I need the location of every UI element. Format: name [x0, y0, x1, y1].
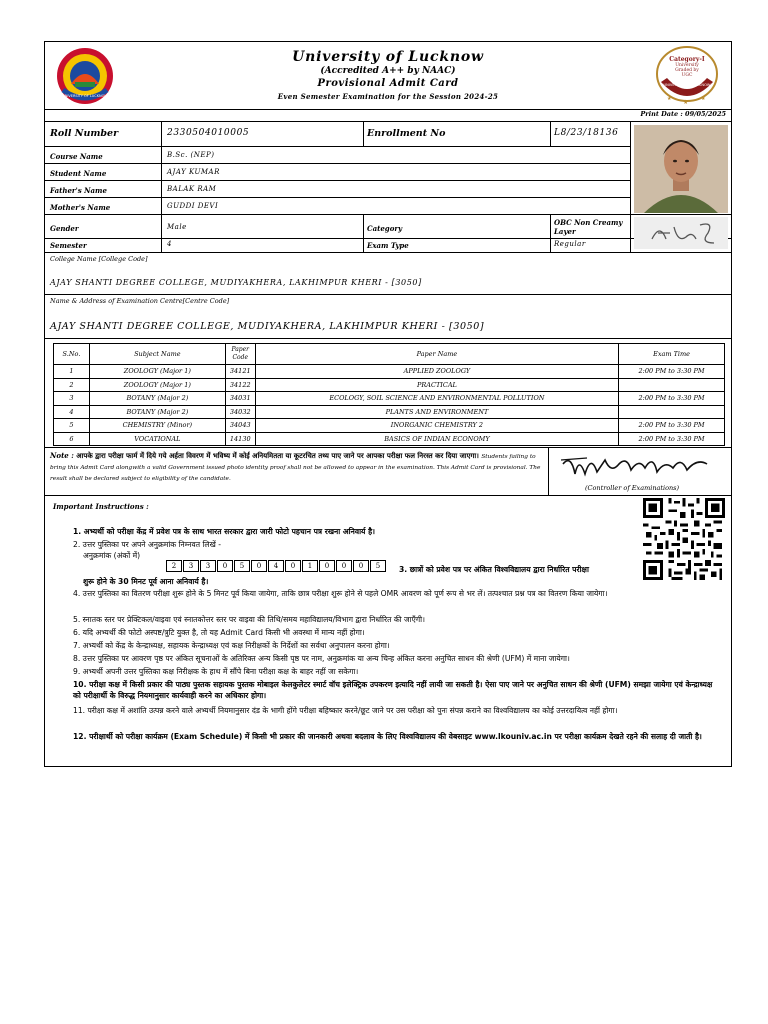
cell-code: 34043: [225, 419, 255, 433]
instruction-9: 9. अभ्यर्थी अपनी उत्तर पुस्तिका कक्ष निरीक्षक के हाथ में सौंपे बिना परीक्षा कक्ष के बाहर नहीं जा सकेगा।: [73, 667, 359, 676]
instruction-4: 4. उत्तर पुस्तिका का वितरण परीक्षा शुरू होने के 5 मिनट पूर्व किया जायेगा, ताकि छात्र परीक्षा शुरू होने से पहले OMR आवरण को पूर्ण रूप से भर लें। तत्पश्चात प्रश्न पत्र का वितरण किया जायेगा।: [73, 589, 608, 598]
controller-signature: [557, 450, 727, 484]
cell-subject: ZOOLOGY (Major 1): [89, 378, 225, 392]
instruction-2: 2. उत्तर पुस्तिका पर अपने अनुक्रमांक निम्नवत लिखें -: [73, 540, 221, 549]
cell-subject: CHEMISTRY (Minor): [89, 419, 225, 433]
course-label: Course Name: [50, 152, 103, 161]
instruction-7: 7. अभ्यर्थी को केंद्र के केन्द्राध्यक्ष, सहायक केन्द्राध्यक्ष एवं कक्ष निरीक्षकों के निर्देशों का सर्वथा अनुपालन करना होगा।: [73, 641, 390, 650]
course-value: B.Sc. (NEP): [167, 151, 215, 159]
gender-value: Male: [167, 223, 187, 231]
digit-box: 0: [217, 560, 233, 572]
table-row: [54, 378, 725, 392]
table-row: [54, 405, 725, 419]
cell-code: 14130: [225, 432, 255, 446]
digit-box: 5: [234, 560, 250, 572]
cell-time: 2:00 PM to 3:30 PM: [619, 365, 725, 379]
subjects-header-row: [54, 344, 725, 365]
college-label: College Name [College Code]: [50, 255, 148, 263]
student-name-label: Student Name: [50, 169, 107, 178]
digit-box: 3: [200, 560, 216, 572]
college-value: AJAY SHANTI DEGREE COLLEGE, MUDIYAKHERA, LAKHIMPUR KHERI - [3050]: [50, 278, 422, 287]
digit-box: 0: [285, 560, 301, 572]
logo-caption: UNIVERSITY OF LUCKNOW: [62, 94, 108, 98]
roll-number-value: 2330504010005: [167, 128, 250, 138]
digit-box: 4: [268, 560, 284, 572]
enrollment-label: Enrollment No: [367, 128, 446, 139]
cell-sno: 1: [54, 365, 90, 379]
exam-type-label: Exam Type: [367, 241, 409, 250]
semester-value: 4: [167, 240, 172, 248]
cell-sno: 3: [54, 392, 90, 406]
cell-subject: ZOOLOGY (Major 1): [89, 365, 225, 379]
digit-box: 0: [353, 560, 369, 572]
instruction-5: 5. स्नातक स्तर पर प्रेक्टिकल/वाइवा एवं स्नातकोत्तर स्तर पर वाइवा की तिथि/समय महाविद्यालय/विभाग द्वारा निर्धारित की जाएँगी।: [73, 615, 425, 624]
header-paper-name: Paper Name: [255, 344, 618, 365]
cell-time: 2:00 PM to 3:30 PM: [619, 419, 725, 433]
cell-code: 34031: [225, 392, 255, 406]
instruction-11: 11. परीक्षा कक्ष में अशांति उत्पन्न करने वाले अभ्यर्थी नियमानुसार दंड के भागी होंगे परीक्षा बहिष्कार करने/छूट जाने पर उस परीक्षा को पुनः संपन्न कराने का विश्वविद्यालय का कोई उत्तरदायित्व नहीं होगा।: [73, 706, 618, 715]
cell-paper: PRACTICAL: [255, 378, 618, 392]
instruction-8: 8. उत्तर पुस्तिका पर आवरण पृष्ठ पर अंकित सूचनाओं के अतिरिक्त अन्य किसी पृष्ठ पर नाम, अनुक्रमांक या अन्य चिन्ह अंकित करना अनुचित साधन की श्रेणी (UFM) में माना जायेगा।: [73, 654, 570, 663]
father-name-value: BALAK RAM: [167, 185, 217, 193]
instruction-6: 6. यदि अभ्यर्थी की फोटो अस्पष्ट/त्रुटि युक्त है, तो यह Admit Card किसी भी अवस्था में मान्य नहीं होगा।: [73, 628, 365, 637]
cell-sno: 5: [54, 419, 90, 433]
instruction-10: 10. परीक्षा कक्ष में किसी प्रकार की पाठ्य पुस्तक सहायक पुस्तक मोबाइल केलकुलेटर स्मार्ट वॉच इलेक्ट्रिक उपकरण इत्यादि नहीं लायी जा सकती है। ऐसा पाए जाने पर अनुचित साधन की श्रेणी (UFM) समझा जायेगा एवं केन्द्राध्यक्ष को परीक्षार्थी के विरुद्ध नियमानुसार कार्यवाही करने का अधिकार होगा।: [73, 680, 713, 700]
cell-paper: INORGANIC CHEMISTRY 2: [255, 419, 618, 433]
cell-sno: 4: [54, 405, 90, 419]
svg-text:★: ★: [683, 99, 689, 106]
note-label: Note :: [50, 451, 74, 460]
table-row: [54, 419, 725, 433]
father-name-label: Father's Name: [50, 186, 107, 195]
digit-box: 0: [319, 560, 335, 572]
student-signature: [634, 217, 728, 249]
svg-text:★: ★: [701, 96, 706, 102]
table-row: [54, 365, 725, 379]
digit-box: 2: [166, 560, 182, 572]
cell-time: 2:00 PM to 3:30 PM: [619, 432, 725, 446]
mother-name-label: Mother's Name: [50, 203, 111, 212]
cell-paper: PLANTS AND ENVIRONMENT: [255, 405, 618, 419]
digit-box: 0: [336, 560, 352, 572]
cell-subject: BOTANY (Major 2): [89, 392, 225, 406]
digit-box: 5: [370, 560, 386, 572]
header-paper-code: Paper Code: [225, 344, 255, 365]
semester-label: Semester: [50, 241, 87, 250]
cell-time: 2:00 PM to 3:30 PM: [619, 392, 725, 406]
header-exam-time: Exam Time: [619, 344, 725, 365]
category-label: Category: [367, 224, 403, 233]
digit-box: 3: [183, 560, 199, 572]
cell-code: 34121: [225, 365, 255, 379]
cell-time: [619, 405, 725, 419]
badge-ugc: UGC: [681, 73, 693, 78]
rollno-digit-boxes: [166, 553, 387, 572]
header-subject: Subject Name: [89, 344, 225, 365]
cell-time: [619, 378, 725, 392]
student-name-value: AJAY KUMAR: [167, 168, 220, 176]
digit-box: 0: [251, 560, 267, 572]
table-row: [54, 432, 725, 446]
badge-graded: Graded by: [675, 68, 699, 73]
instruction-2-rollno-label: अनुक्रमांक (अंकों में): [83, 551, 141, 560]
card-title: Provisional Admit Card: [317, 78, 459, 89]
instruction-12: 12. परीक्षार्थी को परीक्षा कार्यक्रम (Exam Schedule) में किसी भी प्रकार की जानकारी अथवा बदलाव के लिए विश्वविद्यालय की वेबसाइट www.lkouniv.ac.in पर परीक्षा कार्यक्रम देखते रहने की सलाह दी जाती है।: [73, 732, 702, 741]
svg-text:★: ★: [667, 96, 672, 102]
badge-university: University: [675, 63, 699, 68]
cell-paper: ECOLOGY, SOIL SCIENCE AND ENVIRONMENTAL POLLUTION: [255, 392, 618, 406]
centre-value: AJAY SHANTI DEGREE COLLEGE, MUDIYAKHERA, LAKHIMPUR KHERI - [3050]: [50, 321, 485, 332]
badge-ring-text: UNIVERSITY OF LUCKNOW: [663, 83, 711, 87]
session-title: Even Semester Examination for the Session 2024-25: [277, 92, 499, 101]
note-hindi: आपके द्वारा परीक्षा फार्म में दिये गये अर्हता विवरण में भविष्य में कोई अनियमितता या कूटरचित तथ्य पाए जाने पर आपका परीक्षा फल निरस्त कर दिया जाएगा।: [76, 452, 479, 460]
table-row: [54, 392, 725, 406]
instruction-3-cont: शुरू होने के 30 मिनट पूर्व आना अनिवार्य है।: [83, 577, 209, 586]
instruction-1: 1. अभ्यर्थी को परीक्षा केंद्र में प्रवेश पत्र के साथ भारत सरकार द्वारा जारी फोटो पहचान पत्र रखना अनिवार्य है।: [73, 527, 375, 536]
obc-label: OBC Non Creamy Layer: [554, 218, 623, 236]
gender-label: Gender: [50, 224, 79, 233]
cell-paper: APPLIED ZOOLOGY: [255, 365, 618, 379]
print-date: Print Date : 09/05/2025: [640, 110, 726, 118]
exam-type-value: Regular: [554, 240, 586, 248]
instruction-3: 3. छात्रों को प्रवेश पत्र पर अंकित विश्वविद्यालय द्वारा निर्धारित परीक्षा: [399, 565, 589, 574]
student-photo: [634, 125, 728, 213]
cell-paper: BASICS OF INDIAN ECONOMY: [255, 432, 618, 446]
note-block: [50, 451, 542, 484]
cell-code: 34032: [225, 405, 255, 419]
controller-label: (Controller of Examinations): [585, 484, 680, 492]
enrollment-value: L8/23/18136: [554, 128, 619, 138]
instructions-title: Important Instructions :: [53, 502, 149, 511]
university-name: University of Lucknow: [292, 49, 484, 65]
centre-label: Name & Address of Examination Centre[Centre Code]: [50, 297, 230, 305]
mother-name-value: GUDDI DEVI: [167, 202, 219, 210]
cell-sno: 6: [54, 432, 90, 446]
badge-category: Category-I: [669, 56, 705, 63]
cell-subject: VOCATIONAL: [89, 432, 225, 446]
accreditation: (Accredited A++ by NAAC): [320, 66, 456, 76]
cell-code: 34122: [225, 378, 255, 392]
cell-sno: 2: [54, 378, 90, 392]
qr-code: [641, 498, 727, 580]
digit-box: 1: [302, 560, 318, 572]
subjects-table: [53, 343, 725, 446]
cell-subject: BOTANY (Major 2): [89, 405, 225, 419]
note-english: Students failing to bring this Admit Card alongwith a valid Government issued photo identity proof shall not be allowed to appear in the examination. This Admit Card is provisional. The result shall be declared subject to eligibility of the candidate.: [50, 454, 541, 482]
header-sno: S.No.: [54, 344, 90, 365]
roll-number-label: Roll Number: [50, 128, 119, 139]
admit-card: [44, 41, 732, 767]
